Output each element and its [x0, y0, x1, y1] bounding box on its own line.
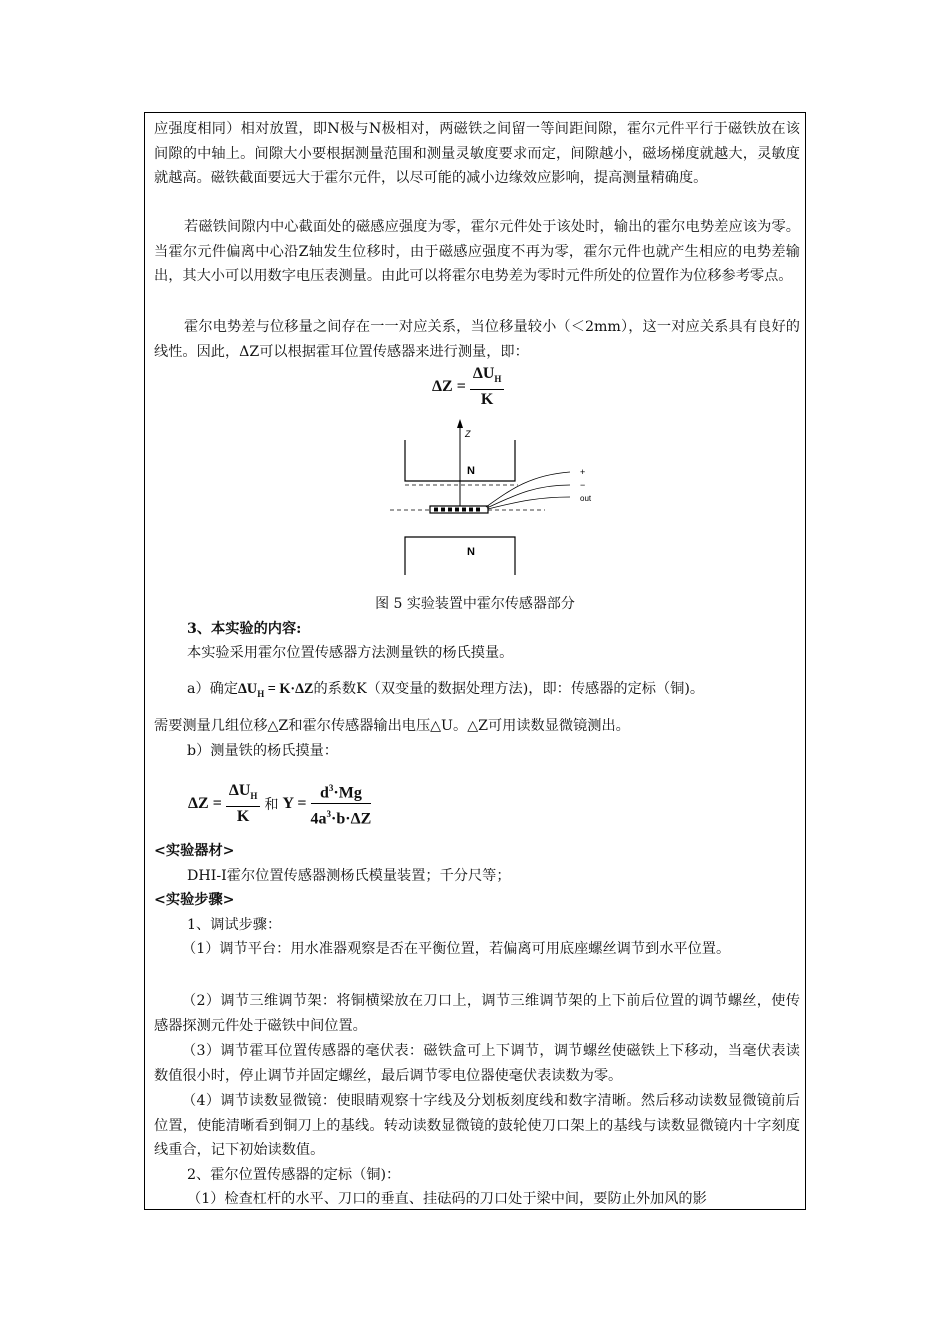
step-1-2: （2）调节三维调节架：将铜横梁放在刀口上，调节三维调节架的上下前后位置的调节螺丝，使传感器探测元件处于磁铁中间位置。: [154, 993, 800, 1034]
top-magnet-label: N: [467, 465, 475, 477]
item-a-prefix: a）确定: [187, 681, 239, 697]
formula2-lhs: ΔZ =: [188, 794, 222, 812]
step-2-1: （1）检查杠杆的水平、刀口的垂直、挂砝码的刀口处于梁中间，要防止外加风的影: [187, 1191, 707, 1207]
formula2-fraction-2: [311, 778, 372, 830]
formula2-num2: d: [319, 784, 329, 802]
bottom-magnet-label: N: [467, 546, 475, 558]
section-3-intro: 本实验采用霍尔位置传感器方法测量铁的杨氏摸量。: [187, 645, 514, 661]
figure-caption: 图 5 实验装置中霍尔传感器部分: [375, 596, 575, 612]
formula2-den1: K: [236, 807, 250, 825]
lead-minus-label: −: [580, 480, 586, 490]
lead-plus-label: +: [580, 467, 586, 477]
formula2-fraction-1: [226, 781, 261, 827]
formula-denominator: K: [480, 391, 494, 409]
paragraph-linear-relation: 霍尔电势差与位移量之间存在一一对应关系，当位移量较小（＜2mm），这一对应关系具有良好的线性。因此，ΔZ可以根据霍耳位置传感器来进行测量，即：: [154, 319, 800, 360]
item-a-continuation: 需要测量几组位移△Z和霍尔传感器输出电压△U。△Z可用读数显微镜测出。: [154, 718, 630, 734]
paragraph-zero-position: 若磁铁间隙内中心截面处的磁感应强度为零，霍尔元件处于该处时，输出的霍尔电势差应该为零。当霍尔元件偏离中心沿Z轴发生位移时，由于磁感应强度不再为零，霍尔元件也就产生相应的电势差输出，其大小可以用数字电压表测量。由此可以将霍尔电势差为零时元件所处的位置作为位移参考零点。: [154, 219, 800, 284]
equipment-heading: <实验器材>: [154, 843, 235, 859]
item-b-label: b）测量铁的杨氏摸量：: [187, 743, 338, 759]
formula2-num1-sub: H: [250, 790, 258, 801]
equipment-text: DHI-I霍尔位置传感器测杨氏模量装置；千分尺等；: [187, 868, 511, 884]
section-3-heading: 3、本实验的内容:: [187, 621, 302, 637]
formula-delta-z: [432, 364, 504, 410]
formula2-den2-sup: 3: [326, 809, 332, 820]
step-2-title: 2、霍尔位置传感器的定标（铜)：: [187, 1167, 401, 1183]
item-a-formula-sub: H: [257, 688, 265, 699]
formula2-num2-sup: 3: [328, 783, 334, 793]
step-1-title: 1、调试步骤：: [187, 917, 282, 933]
step-1-3: （3）调节霍耳位置传感器的毫伏表：磁铁盒可上下调节，调节螺丝使磁铁上下移动，当毫伏表读数值很小时，停止调节并固定螺丝，最后调节零电位器使毫伏表读数为零。: [154, 1043, 800, 1084]
lead-out-label: out: [580, 494, 592, 503]
formula2-den2: 4a: [310, 810, 327, 828]
hall-sensor-diagram: [370, 415, 620, 580]
formula2-y: Y =: [282, 794, 307, 812]
z-axis-label: Z: [465, 429, 471, 439]
formula-lhs: ΔZ =: [432, 378, 466, 396]
formula2-and: 和: [264, 796, 279, 813]
formula-numerator-sub: H: [494, 374, 502, 385]
item-a-line: [187, 677, 704, 706]
item-a-formula-rest: = K·ΔZ: [264, 681, 314, 697]
step-1-1: （1）调节平台：用水准器观察是否在平衡位置，若偏离可用底座螺丝调节到水平位置。: [182, 941, 731, 957]
formula-fraction: [470, 364, 505, 410]
paragraph-magnet-placement: 应强度相同）相对放置，即N极与N极相对，两磁铁之间留一等间距间隙，霍尔元件平行于磁铁放在该间隙的中轴上。间隙大小要根据测量范围和测量灵敏度要求而定，间隙越小，磁场梯度就越大，灵敏度就越高。磁铁截面要远大于霍尔元件，以尽可能的减小边缘效应影响，提高测量精确度。: [154, 121, 800, 186]
formula2-num2-rest: ·Mg: [333, 784, 362, 802]
formula-numerator: ΔU: [472, 365, 495, 382]
step-1-4: （4）调节读数显微镜：使眼睛观察十字线及分划板刻度线和数字清晰。然后移动读数显微镜前后位置，使能清晰看到铜刀上的基线。转动读数显微镜的鼓轮使刀口架上的基线与读数显微镜内十字刻度线重合，记下初始读数值。: [154, 1093, 800, 1158]
item-a-formula-main: ΔU: [238, 681, 258, 697]
formula2-num1: ΔU: [228, 781, 251, 799]
item-a-suffix: 的系数K（双变量的数据处理方法)，即：传感器的定标（铜)。: [313, 681, 705, 697]
item-a-formula: [238, 681, 313, 697]
formula2-den2-rest: ·b·ΔZ: [331, 810, 372, 828]
formula-young-modulus: [188, 778, 371, 830]
steps-heading: <实验步骤>: [154, 892, 235, 908]
